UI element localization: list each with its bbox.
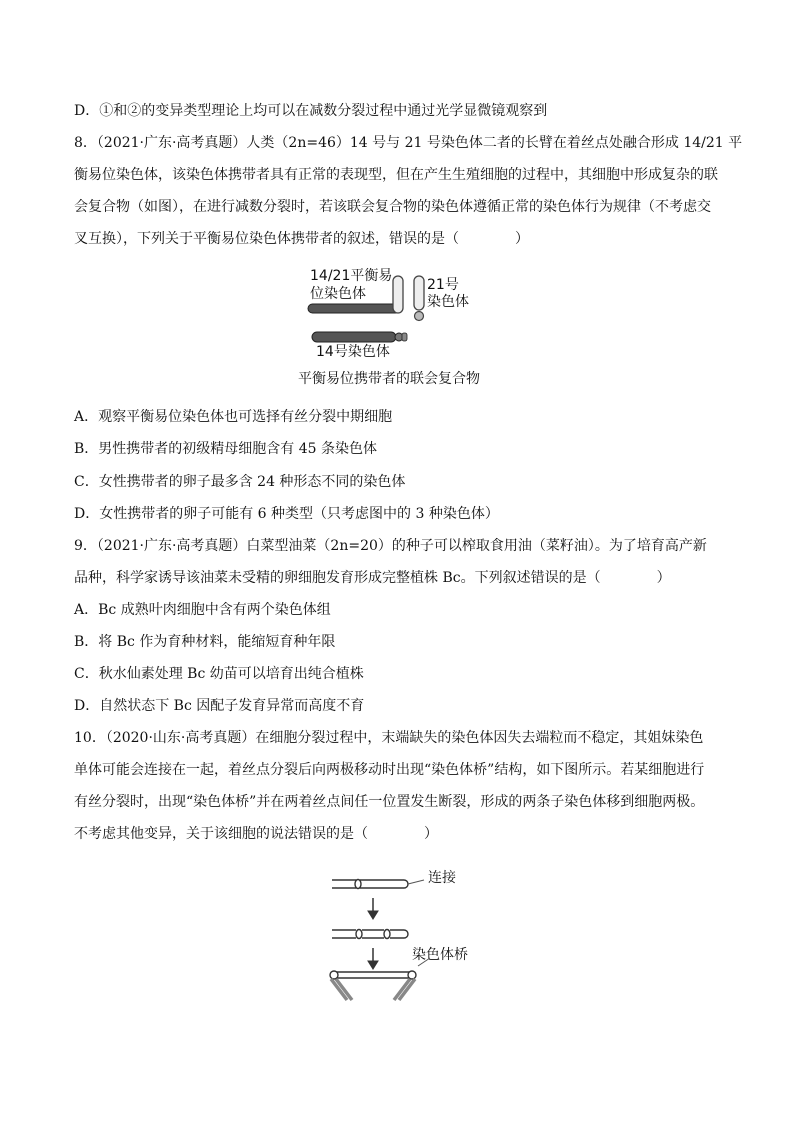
q8-stem-line-4: 叉互换），下列关于平衡易位染色体携带者的叙述，错误的是（ ） [74, 231, 529, 247]
q9-stem-line-1: 9．（2021·广东·高考真题）白菜型油菜（2n=20）的种子可以榨取食用油（菜籽油）。为了培育高产新 [74, 538, 707, 554]
q9-option-a: A．Bc 成熟叶肉细胞中含有两个染色体组 [74, 602, 331, 618]
q8-stem-line-3: 会复合物（如图），在进行减数分裂时，若该联会复合物的染色体遵循正常的染色体行为规律（不考虑交 [74, 199, 711, 215]
down-arrow-1 [368, 898, 378, 919]
label-translocation-line-1: 14/21平衡易 [310, 268, 393, 284]
q8-stem-line-2: 衡易位染色体，该染色体携带者具有正常的表现型，但在产生生殖细胞的过程中，其细胞中形成复杂的联 [74, 167, 718, 183]
label-connect: 连接 [428, 870, 456, 886]
q9-option-d: D．自然状态下 Bc 因配子发育异常而高度不育 [74, 698, 365, 714]
q9-option-c: C．秋水仙素处理 Bc 幼苗可以培育出纯合植株 [74, 666, 364, 682]
q8-option-b: B．男性携带者的初级精母细胞含有 45 条染色体 [74, 441, 378, 457]
q10-stem-line-1: 10．（2020·山东·高考真题）在细胞分裂过程中，末端缺失的染色体因失去端粒而不稳定，其姐妹染色 [74, 730, 704, 746]
q10-stem-line-2: 单体可能会连接在一起，着丝点分裂后向两极移动时出现“染色体桥”结构，如下图所示。若某细胞进行 [74, 762, 705, 778]
q7-option-d: D．①和②的变异类型理论上均可以在减数分裂过程中通过光学显微镜观察到 [74, 103, 548, 119]
q9-option-b: B．将 Bc 作为育种材料，能缩短育种年限 [74, 634, 336, 650]
label-chr21-line-1: 21号 [427, 277, 459, 293]
label-chromosome-bridge: 染色体桥 [412, 947, 468, 963]
q9-stem-line-2: 品种，科学家诱导该油菜未受精的卵细胞发育形成完整植株 Bc。下列叙述错误的是（ ） [74, 570, 671, 586]
q8-option-a: A．观察平衡易位染色体也可选择有丝分裂中期细胞 [74, 409, 393, 425]
label-chr14: 14号染色体 [316, 344, 390, 360]
joined-sister-chromatids [332, 880, 424, 889]
q10-stem-line-3: 有丝分裂时，出现“染色体桥”并在两着丝点间任一位置发生断裂，形成的两条子染色体移到细胞两极。 [74, 794, 705, 810]
label-translocation-line-2: 位染色体 [310, 286, 366, 302]
label-chr21-line-2: 染色体 [427, 294, 469, 310]
chromosome-bridge-structure [330, 958, 430, 1000]
q10-stem-line-4: 不考虑其他变异，关于该细胞的说法错误的是（ ） [74, 826, 438, 842]
q8-figure-caption: 平衡易位携带者的联会复合物 [298, 371, 480, 387]
q8-option-c: C．女性携带者的卵子最多含 24 种形态不同的染色体 [74, 474, 406, 490]
down-arrow-2 [368, 948, 378, 969]
q8-option-d: D．女性携带者的卵子可能有 6 种类型（只考虑图中的 3 种染色体） [74, 506, 499, 522]
q8-stem-line-1: 8．（2021·广东·高考真题）人类（2n=46）14 号与 21 号染色体二者的长臂在着丝点处融合形成 14/21 平 [74, 135, 743, 151]
chromatids-with-two-centromeres [332, 930, 408, 939]
